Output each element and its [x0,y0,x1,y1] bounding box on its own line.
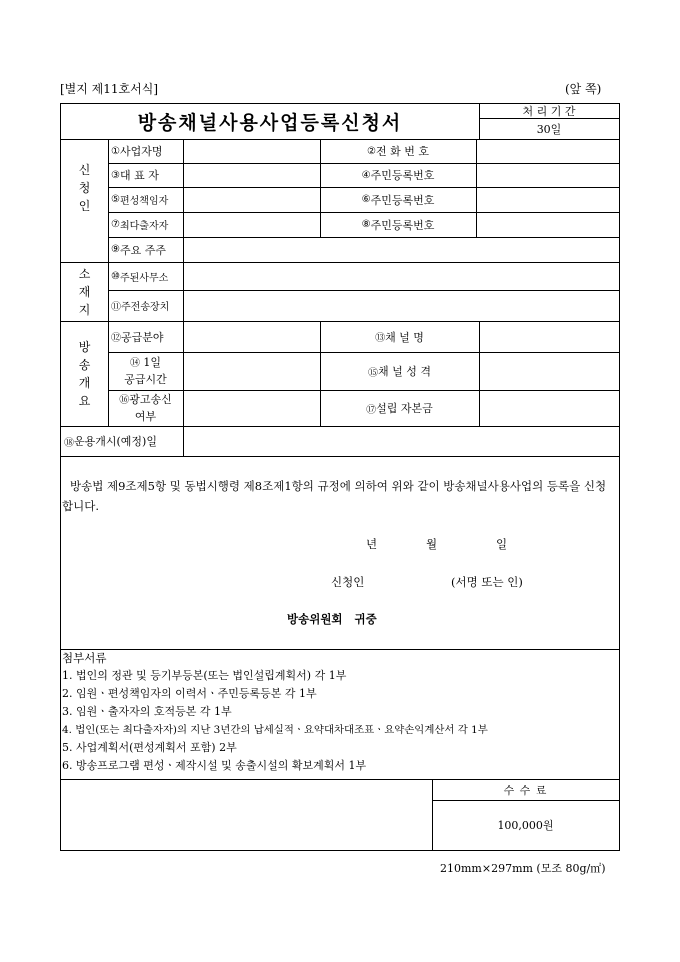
supply-field-input[interactable] [183,321,320,352]
ad-transmission-field[interactable] [183,390,320,426]
channel-character-field[interactable] [479,352,619,390]
channel-character-label: ⑮ 채 널 성 격 [368,365,431,379]
fee-label: 수 수 료 [503,783,548,797]
business-name-field[interactable] [183,139,320,163]
fee-amount: 100,000원 [497,819,554,832]
channel-name-label: ⑬ 채 널 명 [375,330,424,344]
broadcast-section-label: 방 송 개 요 [78,339,91,408]
date-day: 일 [496,537,508,551]
channel-name-field[interactable] [479,321,619,352]
paper-spec: 210mm×297mm (모조 80g/㎡) [440,862,606,875]
daily-supply-field[interactable] [183,352,320,390]
ad-transmission-label: ⑯광고송신 여부 [119,392,172,423]
signature-area[interactable]: (서명 또는 인) [451,575,523,589]
phone-field[interactable] [476,139,619,163]
start-date-field[interactable] [183,426,619,456]
phone-label: ② 전 화 번 호 [367,145,429,158]
investor-id-label: ⑧ 주민등록번호 [361,218,435,232]
representative-label: ③ 대 표 자 [111,169,159,182]
office-label: ⑩ 주된사무소 [111,270,169,284]
attachment-item: 1. 법인의 정관 및 등기부등본(또는 법인설립계획서) 각 1부 [62,669,347,682]
page-side-label: (앞 쪽) [565,82,602,96]
processing-period-value: 30일 [536,122,562,136]
editor-id-field[interactable] [476,187,619,212]
shareholders-label: ⑨ 주요 주주 [111,243,166,257]
processing-period-label: 처 리 기 간 [522,105,576,118]
attachments-title: 첨부서류 [62,651,107,665]
location-section-label: 소 재 지 [78,266,91,317]
attachments-list [62,649,618,775]
facility-field[interactable] [183,290,619,321]
attachment-item: 2. 임원ㆍ편성책임자의 이력서ㆍ주민등록등본 각 1부 [62,687,317,700]
declaration-text: 방송법 제9조제5항 및 동법시행령 제8조제1항의 규정에 의하여 위와 같이 방송채널사용사업의 등록을 신청합니다. [62,479,607,513]
addressee: 방송위원회 귀중 [287,612,377,626]
attachment-item: 6. 방송프로그램 편성ㆍ제작시설 및 송출시설의 확보계획서 1부 [62,759,367,772]
applicant-section-label: 신 청 인 [78,163,91,213]
shareholders-field[interactable] [183,237,619,262]
investor-field[interactable] [183,212,320,237]
representative-field[interactable] [183,163,320,187]
rep-id-field[interactable] [476,163,619,187]
attachment-item: 3. 임원ㆍ출자자의 호적등본 각 1부 [62,705,232,718]
facility-label: ⑪ 주전송장치 [111,302,170,313]
capital-field[interactable] [479,390,619,426]
supply-field-label: ⑫ 공급분야 [111,330,164,344]
investor-id-field[interactable] [476,212,619,237]
office-field[interactable] [183,262,619,290]
attachment-item: 4. 법인(또는 최다출자자)의 지난 3년간의 납세실적ㆍ요약대차대조표ㆍ요약손익계산서 각 1부 [62,724,488,736]
applicant-signer-label: 신청인 [331,575,365,589]
editor-id-label: ⑥ 주민등록번호 [361,193,435,207]
business-name-label: ① 사업자명 [111,145,163,158]
registration-form [60,103,620,851]
investor-label: ⑦ 최다출자자 [111,219,169,232]
editor-field[interactable] [183,187,320,212]
editor-label: ⑤ 편성책임자 [111,194,169,207]
daily-supply-label: ⑭ 1일 공급시간 [124,355,167,386]
capital-label: ⑰ 설립 자본금 [366,402,433,416]
date-year: 년 [366,537,378,551]
form-number: [별지 제11호서식] [60,82,158,96]
rep-id-label: ④ 주민등록번호 [361,169,435,182]
form-title: 방송채널사용사업등록신청서 [137,112,403,134]
attachment-item: 5. 사업계획서(편성계획서 포함) 2부 [62,741,237,754]
start-date-label: ⑱ 운용개시(예정)일 [64,435,157,449]
date-month: 월 [426,537,438,551]
